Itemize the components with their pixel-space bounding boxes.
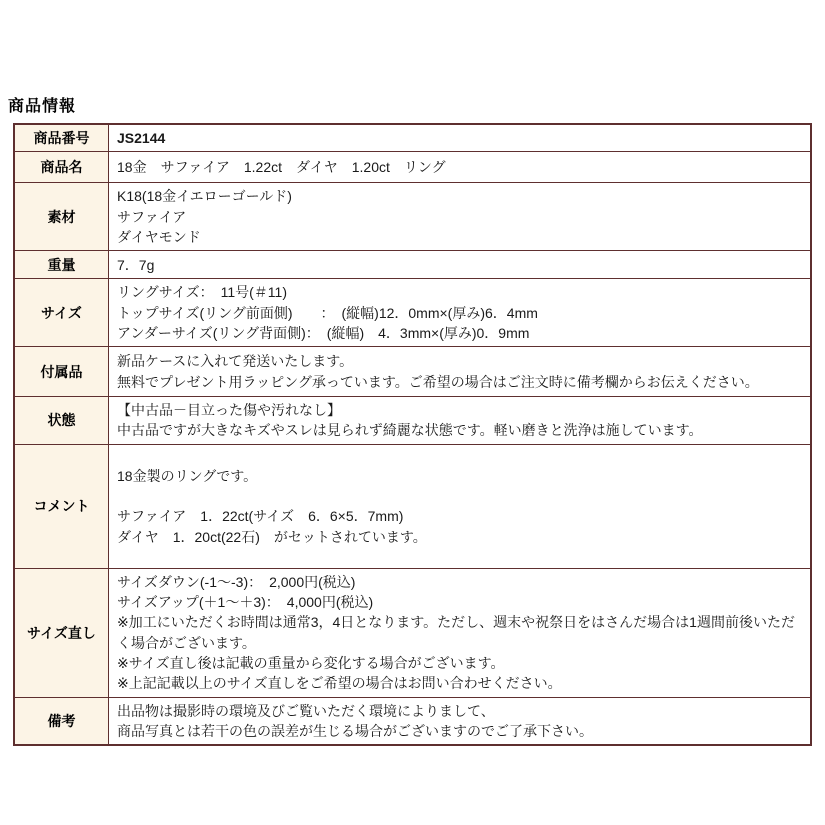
- value-line: 18金製のリングです。: [117, 467, 258, 484]
- value-line: 無料でプレゼント用ラッピング承っています。ご希望の場合はご注文時に備考欄からお伝えください。: [117, 373, 759, 390]
- table-row: [14, 251, 811, 279]
- value-line: リングサイズ： 11号(＃11): [117, 284, 287, 301]
- row-label: 商品番号: [14, 124, 109, 152]
- value-line: ※上記記載以上のサイズ直しをご希望の場合はお問い合わせください。: [117, 675, 562, 692]
- value-line: ※サイズ直し後は記載の重量から変化する場合がございます。: [117, 654, 505, 671]
- value-line: 7．7g: [117, 256, 155, 273]
- row-label: 素材: [14, 183, 109, 251]
- row-value: [109, 183, 812, 251]
- value-line: [117, 486, 804, 506]
- value-line: サイズアップ(＋1～＋3)： 4,000円(税込): [117, 594, 374, 611]
- row-value: [109, 397, 812, 445]
- row-label: 商品名: [14, 152, 109, 183]
- value-line: 新品ケースに入れて発送いたします。: [117, 353, 354, 370]
- table-row: [14, 347, 811, 397]
- value-line: トップサイズ(リング前面側) ： (縦幅)12．0mm×(厚み)6．4mm: [117, 304, 538, 321]
- page-title: 商品情報: [8, 98, 77, 115]
- row-value: [109, 152, 812, 183]
- value-line: アンダーサイズ(リング背面側)： (縦幅) 4．3mm×(厚み)0．9mm: [117, 324, 530, 341]
- value-line: サファイア 1．22ct(サイズ 6．6×5．7mm): [117, 508, 404, 525]
- row-value: [109, 251, 812, 279]
- table-row: [14, 279, 811, 347]
- value-line: ダイヤモンド: [117, 228, 201, 245]
- row-label: 付属品: [14, 347, 109, 397]
- row-value: [109, 124, 812, 152]
- value-line: 中古品ですが大きなキズやスレは見られず綺麗な状態です。軽い磨きと洗浄は施しています。: [117, 422, 703, 439]
- row-label: 状態: [14, 397, 109, 445]
- value-line: ダイヤ 1．20ct(22石) がセットされています。: [117, 528, 427, 545]
- table-row: [14, 568, 811, 697]
- value-line: 出品物は撮影時の環境及びご覧いただく環境によりまして、: [117, 702, 495, 719]
- row-label: 重量: [14, 251, 109, 279]
- value-line: 【中古品－目立った傷や汚れなし】: [117, 402, 341, 419]
- row-value: [109, 347, 812, 397]
- table-row: [14, 397, 811, 445]
- row-label: サイズ: [14, 279, 109, 347]
- row-value: [109, 279, 812, 347]
- value-line: K18(18金イエローゴールド): [117, 188, 292, 205]
- row-value: [109, 444, 812, 568]
- table-row: [14, 183, 811, 251]
- table-row: [14, 444, 811, 568]
- table-row: [14, 124, 811, 152]
- row-label: コメント: [14, 444, 109, 568]
- row-label: サイズ直し: [14, 568, 109, 697]
- value-line: 商品写真とは若干の色の誤差が生じる場合がございますのでご了承下さい。: [117, 722, 593, 739]
- row-label: 備考: [14, 697, 109, 745]
- value-line: ※加工にいただくお時間は通常3，4日となります。ただし、週末や祝祭日をはさんだ場合は1週間前後いただく場合がございます。: [117, 614, 795, 651]
- product-info-table: [13, 123, 812, 746]
- value-line: 18金 サファイア 1.22ct ダイヤ 1.20ct リング: [117, 159, 446, 176]
- value-line: JS2144: [117, 130, 166, 146]
- table-row: [14, 152, 811, 183]
- value-line: サファイア: [117, 208, 187, 225]
- row-value: [109, 568, 812, 697]
- value-line: サイズダウン(-1～-3)： 2,000円(税込): [117, 573, 356, 590]
- product-info-table-body: [14, 124, 811, 745]
- table-row: [14, 697, 811, 745]
- row-value: [109, 697, 812, 745]
